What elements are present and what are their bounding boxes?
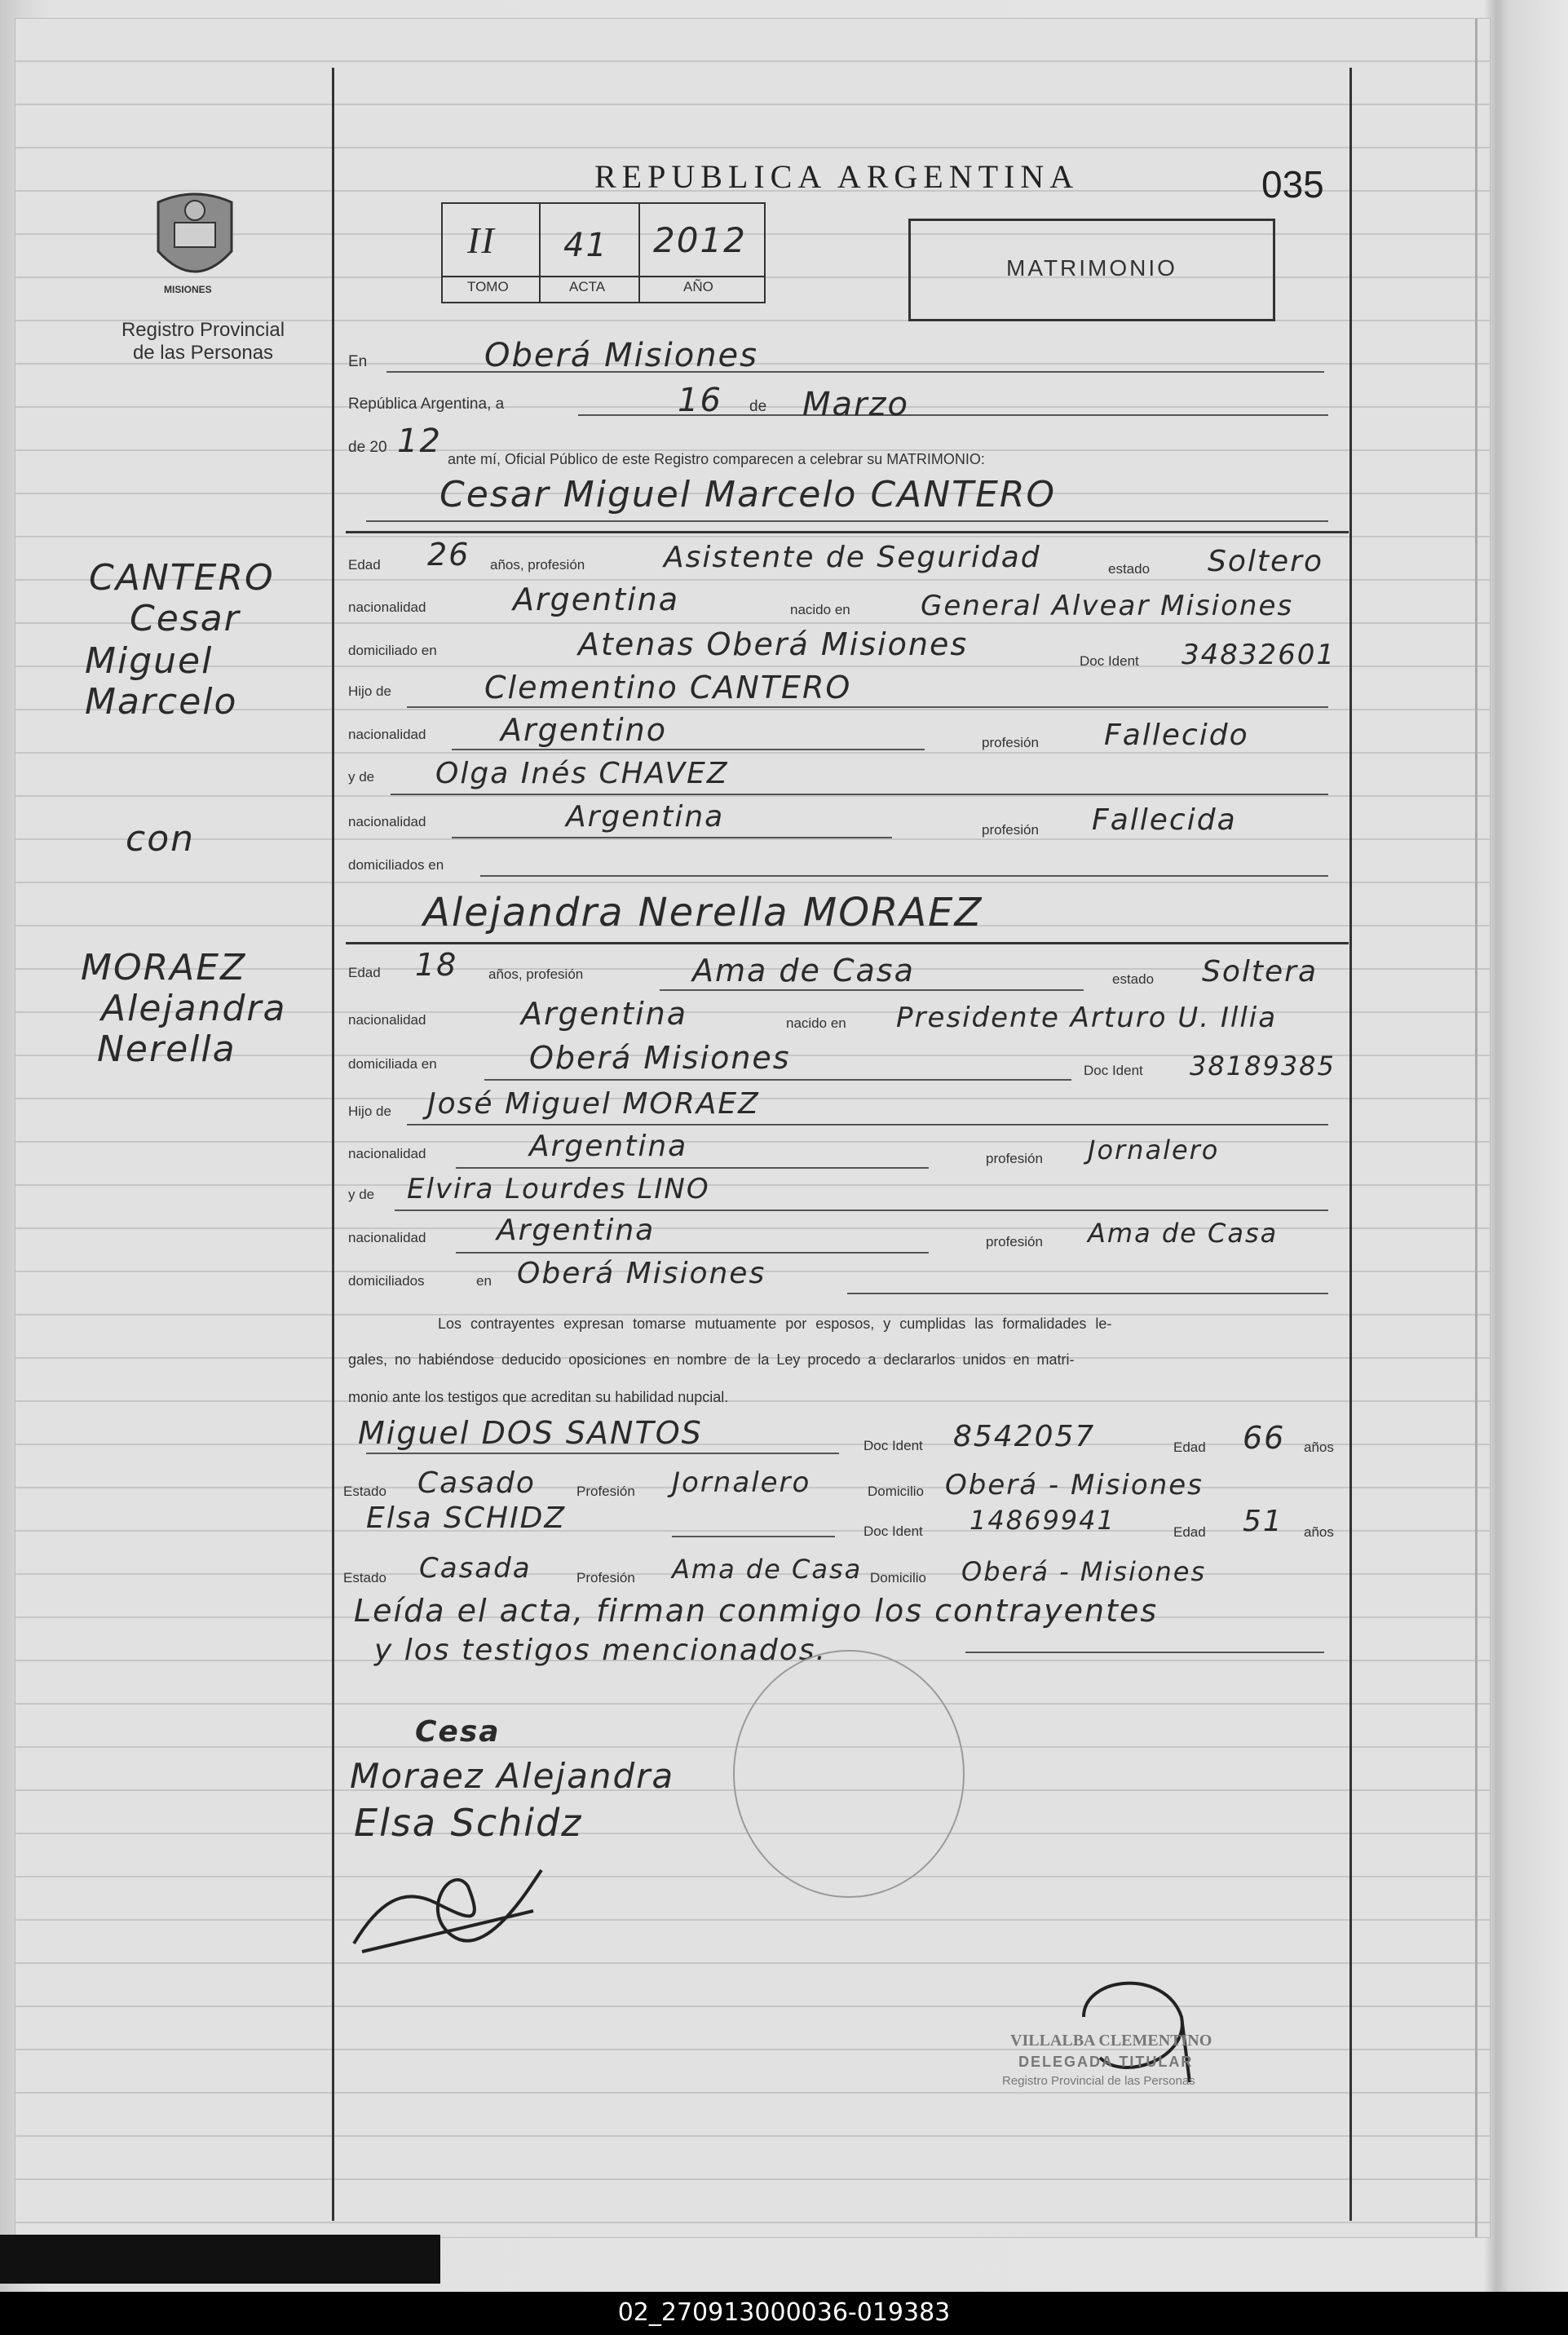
registry-name-line2: de las Personas xyxy=(132,342,274,364)
groom-birthplace: General Alvear Misiones xyxy=(921,590,1294,622)
groom-doc-label: Doc Ident xyxy=(1080,653,1139,669)
bride-nacionalidad-label: nacionalidad xyxy=(348,1012,426,1028)
right-margin-rule xyxy=(1349,68,1352,2221)
official-stamp-line3: Registro Provincial de las Personas xyxy=(1002,2074,1195,2088)
bride-birthplace: Presidente Arturo U. Illia xyxy=(896,1002,1278,1034)
margin-con: con xyxy=(126,818,195,860)
groom-profession: Asistente de Seguridad xyxy=(664,541,1041,574)
official-stamp-line2: DELEGADA TITULAR xyxy=(1018,2054,1194,2070)
bride-doc-label: Doc Ident xyxy=(1084,1063,1143,1078)
groom-address: Atenas Oberá Misiones xyxy=(578,626,969,662)
bride-doc: 38189385 xyxy=(1190,1050,1336,1081)
bride-status: Soltera xyxy=(1202,955,1318,988)
document-type-label: MATRIMONIO xyxy=(1006,255,1177,281)
groom-status: Soltero xyxy=(1208,545,1323,578)
bride-edad-label: Edad xyxy=(348,965,381,980)
groom-father: Clementino CANTERO xyxy=(484,670,852,705)
scan-edge-shadow xyxy=(0,2235,440,2284)
witness2-anos-label: años xyxy=(1304,1524,1334,1540)
bride-father-profesion-label: profesión xyxy=(986,1151,1043,1166)
bride-profession: Ama de Casa xyxy=(692,953,915,988)
groom-mother-profesion-label: profesión xyxy=(982,822,1039,838)
signature-scribble xyxy=(346,1854,558,1968)
acta-label: ACTA xyxy=(569,279,606,294)
groom-father-nacionalidad-label: nacionalidad xyxy=(348,727,426,742)
page-edge-shadow xyxy=(1475,19,1477,2237)
margin-bride-given2: Nerella xyxy=(97,1028,236,1070)
witness2-status: Casada xyxy=(419,1552,532,1585)
witness2-doc-label: Doc Ident xyxy=(864,1523,923,1539)
groom-age: 26 xyxy=(427,537,470,573)
witness2-profesion-label: Profesión xyxy=(576,1570,635,1585)
witness1-profession: Jornalero xyxy=(672,1466,811,1499)
official-stamp-line1: VILLALBA CLEMENTINO xyxy=(1010,2032,1212,2050)
groom-mother-nationality: Argentina xyxy=(566,800,725,834)
margin-groom-surname: CANTERO xyxy=(89,557,275,599)
bride-father: José Miguel MORAEZ xyxy=(427,1087,760,1121)
witness1-age: 66 xyxy=(1243,1420,1286,1456)
groom-estado-label: estado xyxy=(1108,561,1151,577)
tomo-value: II xyxy=(467,219,496,261)
registry-reference-box xyxy=(441,202,766,303)
tomo-label: TOMO xyxy=(467,279,509,294)
de-label: de xyxy=(749,398,767,415)
groom-mother: Olga Inés CHAVEZ xyxy=(435,757,729,790)
anio-value: 2012 xyxy=(653,220,747,260)
place-value: Oberá Misiones xyxy=(484,337,759,374)
witness2-estado-label: Estado xyxy=(343,1570,386,1585)
bride-address: Oberá Misiones xyxy=(529,1040,791,1076)
bride-mother-nacionalidad-label: nacionalidad xyxy=(348,1230,426,1245)
year-suffix: 12 xyxy=(397,422,442,460)
witness2-domicilio-label: Domicilio xyxy=(870,1570,926,1585)
bride-mother: Elvira Lourdes LINO xyxy=(407,1173,710,1205)
day-value: 16 xyxy=(678,382,722,419)
bride-father-nacionalidad-label: nacionalidad xyxy=(348,1146,426,1161)
bride-age: 18 xyxy=(415,947,458,983)
bride-en-label: en xyxy=(476,1273,492,1289)
republic-label: República Argentina, a xyxy=(348,396,505,413)
bride-section-rule xyxy=(346,942,1349,944)
witness2-edad-label: Edad xyxy=(1173,1524,1206,1540)
bride-yde-label: y de xyxy=(348,1187,375,1202)
witness1-address: Oberá - Misiones xyxy=(945,1469,1204,1501)
bride-mother-profession: Ama de Casa xyxy=(1088,1218,1279,1249)
witness1-status: Casado xyxy=(417,1466,536,1500)
groom-father-profesion-label: profesión xyxy=(982,735,1039,750)
groom-hijo-label: Hijo de xyxy=(348,683,391,699)
groom-mother-profession: Fallecida xyxy=(1092,803,1237,837)
witness2-address: Oberá - Misiones xyxy=(961,1556,1207,1587)
official-signature-loop xyxy=(1067,1968,1198,2090)
registry-name-line1: Registro Provincial xyxy=(121,319,285,341)
signature-bride: Moraez Alejandra xyxy=(350,1756,675,1796)
bride-domicilio-label: domiciliada en xyxy=(348,1056,437,1072)
groom-name: Cesar Miguel Marcelo CANTERO xyxy=(439,474,1057,515)
groom-nacido-label: nacido en xyxy=(790,602,850,617)
closing-line1: Leída el acta, firman conmigo los contrayentes xyxy=(354,1593,1159,1629)
bride-mother-nationality: Argentina xyxy=(497,1214,656,1247)
acta-value: 41 xyxy=(563,227,608,264)
bride-father-profession: Jornalero xyxy=(1088,1134,1220,1165)
bride-parents-address: Oberá Misiones xyxy=(517,1257,766,1290)
bride-father-nationality: Argentina xyxy=(529,1130,688,1163)
witness1-profesion-label: Profesión xyxy=(576,1484,635,1499)
misiones-coat-of-arms-icon xyxy=(150,186,240,292)
groom-doc: 34832601 xyxy=(1182,639,1336,671)
groom-profesion-label: años, profesión xyxy=(490,557,585,573)
margin-groom-given2: Miguel xyxy=(85,640,214,682)
bride-hijo-label: Hijo de xyxy=(348,1103,391,1119)
document-type-box xyxy=(908,219,1275,321)
groom-domicilio-label: domiciliado en xyxy=(348,643,437,658)
witness1-name: Miguel DOS SANTOS xyxy=(358,1415,703,1451)
en-label: En xyxy=(348,353,368,370)
page-number: 035 xyxy=(1261,163,1324,206)
declaration-line2: gales, no habiéndose deducido oposiciones en nombre de la Ley procedo a declararlos unidos en matri- xyxy=(348,1351,1075,1368)
witness1-edad-label: Edad xyxy=(1173,1439,1206,1455)
witness2-name: Elsa SCHIDZ xyxy=(366,1501,567,1535)
bride-estado-label: estado xyxy=(1112,971,1155,987)
margin-bride-surname: MORAEZ xyxy=(81,947,247,988)
bride-domiciliados-label: domiciliados xyxy=(348,1273,425,1289)
margin-groom-given3: Marcelo xyxy=(85,681,238,723)
witness1-doc: 8542057 xyxy=(953,1420,1096,1453)
margin-groom-given1: Cesar xyxy=(130,598,241,639)
witness2-doc: 14869941 xyxy=(970,1505,1115,1536)
groom-nacionalidad-label: nacionalidad xyxy=(348,599,426,615)
registry-seal xyxy=(733,1650,965,1898)
bride-name: Alejandra Nerella MORAEZ xyxy=(423,890,983,935)
signature-witness: Elsa Schidz xyxy=(354,1801,583,1845)
bride-nationality: Argentina xyxy=(521,996,688,1032)
margin-bride-given1: Alejandra xyxy=(101,988,287,1029)
witness1-estado-label: Estado xyxy=(343,1484,386,1499)
declaration-line1: Los contrayentes expresan tomarse mutuamente por esposos, y cumplidas las formalidades le- xyxy=(438,1316,1112,1332)
groom-domiciliados-label: domiciliados en xyxy=(348,857,444,873)
groom-edad-label: Edad xyxy=(348,557,381,573)
scan-id: 02_270913000036-019383 xyxy=(617,2298,951,2327)
register-page xyxy=(15,18,1491,2238)
groom-mother-nacionalidad-label: nacionalidad xyxy=(348,814,426,829)
declaration-line3: monio ante los testigos que acreditan su habilidad nupcial. xyxy=(348,1389,729,1405)
statement-text: ante mí, Oficial Público de este Registro comparecen a celebrar su MATRIMONIO: xyxy=(448,451,985,467)
groom-father-profession: Fallecido xyxy=(1104,719,1249,752)
witness2-age: 51 xyxy=(1243,1505,1283,1538)
closing-line2: y los testigos mencionados. xyxy=(374,1634,827,1667)
country-title: REPUBLICA ARGENTINA xyxy=(594,158,1080,195)
witness1-anos-label: años xyxy=(1304,1439,1334,1455)
witness2-profession: Ama de Casa xyxy=(672,1554,863,1585)
year-prefix: de 20 xyxy=(348,439,387,456)
groom-father-nationality: Argentino xyxy=(501,712,667,748)
anio-label: AÑO xyxy=(683,279,713,294)
left-margin-rule xyxy=(332,68,334,2221)
witness1-doc-label: Doc Ident xyxy=(864,1438,923,1453)
emblem-text: MISIONES xyxy=(164,284,212,295)
month-value: Marzo xyxy=(802,386,909,423)
scan-footer-bar xyxy=(0,2292,1568,2335)
witness1-domicilio-label: Domicilio xyxy=(868,1484,924,1499)
groom-section-rule xyxy=(346,531,1349,533)
groom-nationality: Argentina xyxy=(513,582,680,617)
signature-groom: Cesa xyxy=(415,1715,501,1749)
bride-mother-profesion-label: profesión xyxy=(986,1234,1043,1249)
groom-yde-label: y de xyxy=(348,769,375,785)
bride-profesion-label: años, profesión xyxy=(488,966,584,982)
bride-nacido-label: nacido en xyxy=(786,1015,846,1031)
